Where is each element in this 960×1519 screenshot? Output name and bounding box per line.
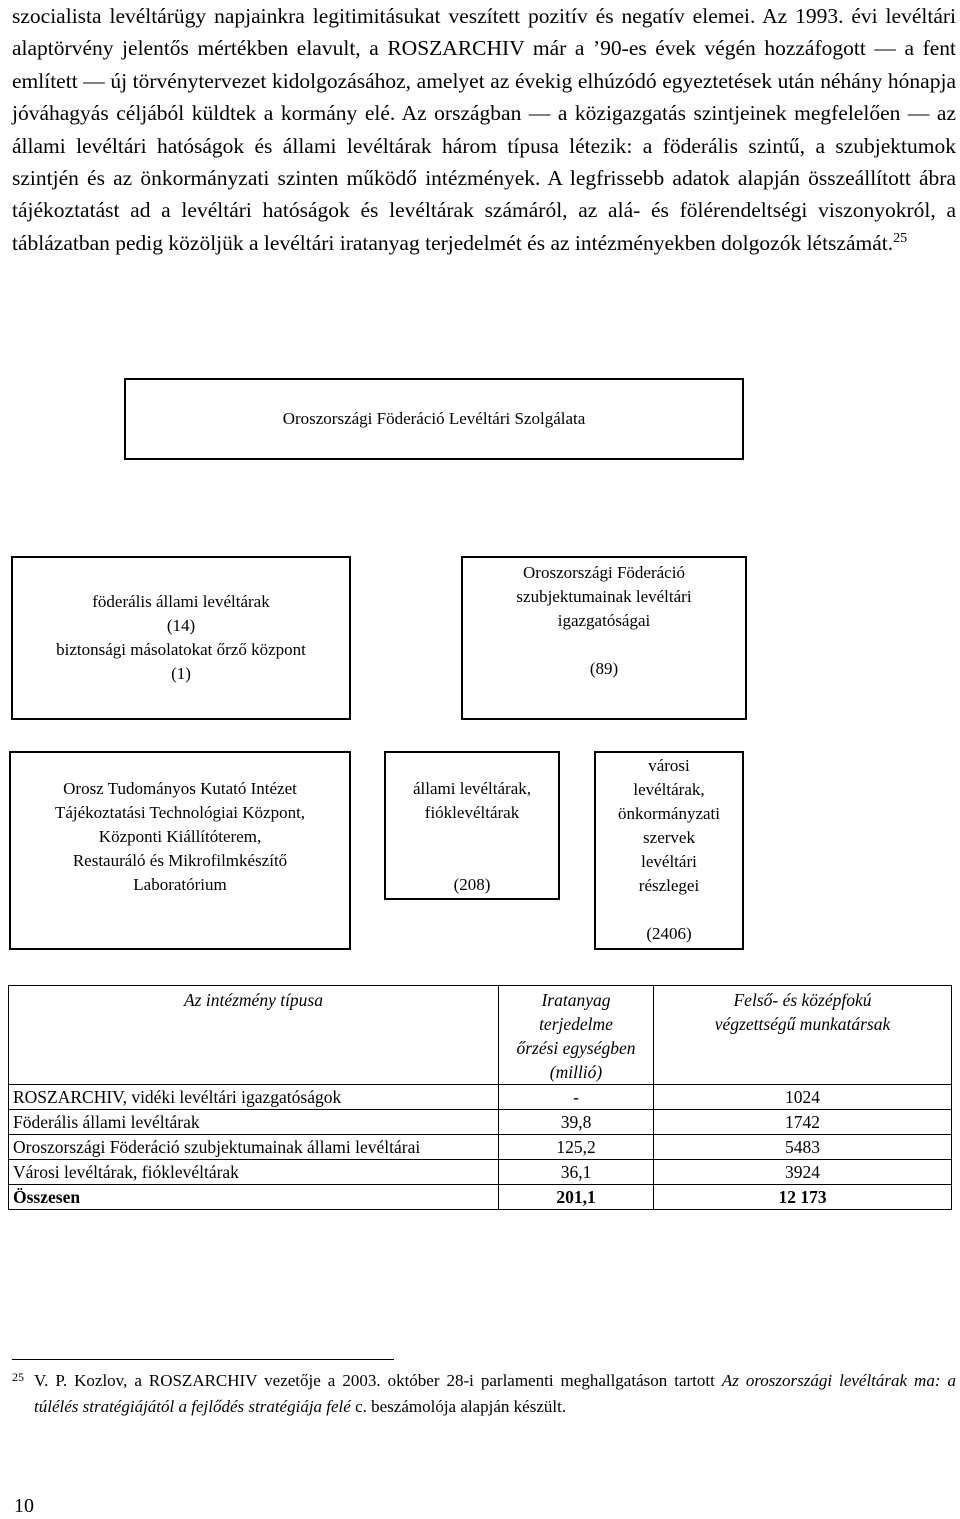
city-archives-line2: levéltárak, [633, 780, 705, 799]
table-header-row [9, 986, 952, 1085]
city-archives-line5: levéltári [641, 852, 697, 871]
research-institute-line5: Laboratórium [133, 875, 227, 894]
archival-service-box [124, 378, 744, 460]
footnote-title: Az oroszországi levéltárak ma: a túlélés stratégiájától a fejlődés stratégiája felé [34, 1371, 956, 1416]
federal-archives-count: (14) [166, 616, 196, 635]
federal-archives-label: föderális állami levéltárak [92, 592, 270, 611]
header-volume: Iratanyag terjedelme őrzési egységben (millió) [499, 986, 654, 1085]
city-archives-box [594, 751, 744, 950]
body-paragraph [12, 0, 956, 259]
row-staff: 5483 [654, 1135, 952, 1160]
subject-directorates-count: (89) [589, 659, 619, 678]
row-type: Városi levéltárak, fióklevéltárak [9, 1160, 499, 1185]
row-staff: 1742 [654, 1110, 952, 1135]
total-staff: 12 173 [654, 1185, 952, 1210]
subject-directorates-box [461, 556, 747, 720]
header-staff: Felső- és középfokú végzettségű munkatársak [654, 986, 952, 1085]
table-total-row [9, 1185, 952, 1210]
table-row [9, 1110, 952, 1135]
subject-directorates-line3: igazgatóságai [557, 611, 651, 630]
research-institute-line3: Központi Kiállítóterem, [98, 827, 262, 846]
footnote [12, 1368, 956, 1420]
research-institute-line1: Orosz Tudományos Kutató Intézet [63, 779, 297, 798]
total-volume: 201,1 [499, 1185, 654, 1210]
footnote-number: 25 [12, 1370, 24, 1384]
city-archives-line4: szervek [643, 828, 695, 847]
row-volume: 39,8 [499, 1110, 654, 1135]
row-volume: - [499, 1085, 654, 1110]
city-archives-line6: részlegei [638, 876, 700, 895]
state-archives-box [384, 751, 560, 900]
state-archives-line2: fióklevéltárak [424, 803, 520, 822]
row-type: Oroszországi Föderáció szubjektumainak állami levéltárai [9, 1135, 499, 1160]
city-archives-line1: városi [648, 756, 690, 775]
archives-table [8, 985, 952, 1210]
research-institute-line2: Tájékoztatási Technológiai Központ, [54, 803, 306, 822]
research-institute-box [9, 751, 351, 950]
subject-directorates-line2: szubjektumainak levéltári [516, 587, 692, 606]
footnote-reference[interactable]: 25 [893, 230, 908, 246]
page-number: 10 [14, 1495, 34, 1517]
row-type: Föderális állami levéltárak [9, 1110, 499, 1135]
total-label: Összesen [9, 1185, 499, 1210]
row-type: ROSZARCHIV, vidéki levéltári igazgatóságok [9, 1085, 499, 1110]
city-archives-count: (2406) [646, 924, 692, 943]
row-volume: 36,1 [499, 1160, 654, 1185]
footnote-text-end: c. beszámolója alapján készült. [355, 1397, 567, 1416]
state-archives-line1: állami levéltárak, [413, 779, 531, 798]
body-paragraph-text: szocialista levéltárügy napjainkra legitimitásukat veszített pozitív és negatív elemei. Az 1993. évi levéltári alaptörvény jelentős mértékben elavult, a ROSZARCHIV már a ’90-es évek végén hozzáfogott — a fent említett — új törvénytervezet kidolgozásához, amelyet az évekig elhúzódó egyeztetések után néhány hónapja jóváhagyás céljából küldtek a kormány elé. Az országban — a közigazgatás szintjeinek megfelelően — az állami levéltári hatóságok és állami levéltárak három típusa létezik: a föderális szintű, a szubjektumok szintjén és az önkormányzati szinten működő intézmények. A legfrissebb adatok alapján összeállított ábra tájékoztatást ad a levéltári hatóságok és levéltárak számáról, az alá- és fölérendeltségi viszonyokról, a táblázatban pedig közöljük a levéltári iratanyag terjedelmét és az intézményekben dolgozók létszámát. [12, 4, 956, 255]
backup-center-label: biztonsági másolatokat őrző központ [56, 640, 306, 659]
table-row [9, 1085, 952, 1110]
header-institution-type: Az intézmény típusa [9, 986, 499, 1085]
row-staff: 1024 [654, 1085, 952, 1110]
backup-center-count: (1) [171, 664, 191, 683]
row-volume: 125,2 [499, 1135, 654, 1160]
federal-archives-box [11, 556, 351, 720]
subject-directorates-line1: Oroszországi Föderáció [523, 563, 685, 582]
row-staff: 3924 [654, 1160, 952, 1185]
footnote-divider [12, 1359, 394, 1360]
footnote-text-plain: V. P. Kozlov, a ROSZARCHIV vezetője a 2003. október 28-i parlamenti meghallgatáson tartott [34, 1371, 715, 1390]
state-archives-count: (208) [453, 875, 491, 894]
city-archives-line3: önkormányzati [618, 804, 720, 823]
research-institute-line4: Restauráló és Mikrofilmkészítő [72, 851, 288, 870]
footnote-text [34, 1368, 956, 1420]
table-row [9, 1135, 952, 1160]
table-row [9, 1160, 952, 1185]
archival-service-label: Oroszországi Föderáció Levéltári Szolgálata [282, 409, 586, 428]
